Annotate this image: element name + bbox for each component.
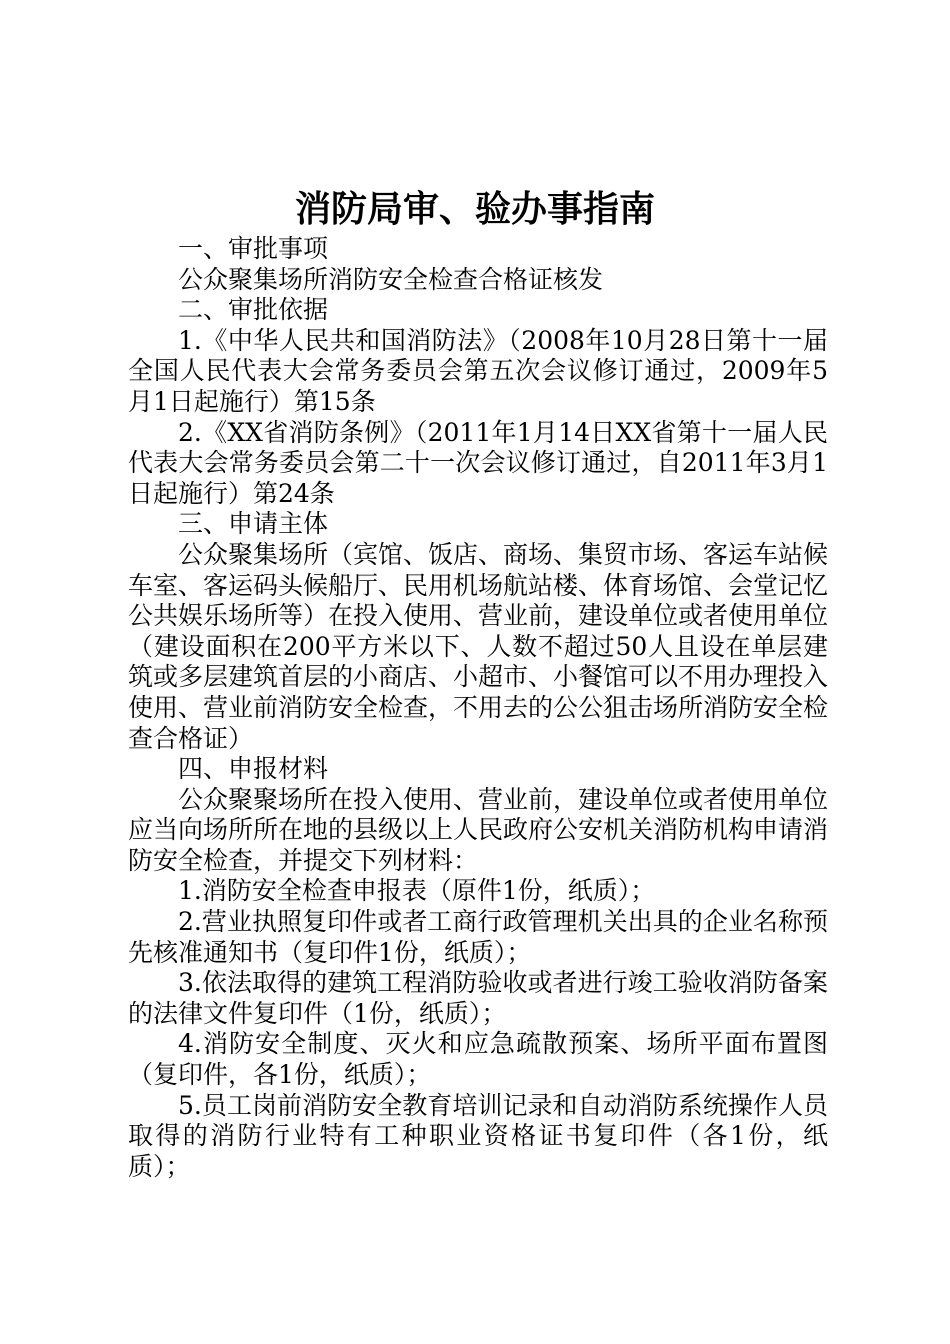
section-heading-approval-item: 一、审批事项 xyxy=(178,234,329,263)
document-title: 消防局审、验办事指南 xyxy=(294,188,655,230)
materials-intro: 公众聚聚场所在投入使用、营业前，建设单位或者使用单位应当向场所所在地的县级以上人民政府公安机关消防机构申请消防安全检查，并提交下列材料： xyxy=(128,784,829,875)
approval-basis-item-1: 1.《中华人民共和国消防法》（2008年10月28日第十一届全国人民代表大会常务委员会第五次会议修订通过，2009年5月1日起施行）第15条 xyxy=(128,325,828,416)
applicant-text: 公众聚集场所（宾馆、饭店、商场、集贸市场、客运车站候车室、客运码头候船厅、民用机场航站楼、体育场馆、会堂记忆公共娱乐场所等）在投入使用、营业前，建设单位或者使用单位（建设面积在200平方米以下、人数不超过50人且设在单层建筑或多层建筑首层的小商店、小超市、小餐馆可以不用办理投入使用、营业前消防安全检查，不用去的公公狙击场所消防安全检查合格证） xyxy=(128,539,829,753)
approval-basis-item-2: 2.《XX省消防条例》（2011年1月14日XX省第十一届人民代表大会常务委员会第二十一次会议修订通过，自2011年3月1日起施行）第24条 xyxy=(128,417,828,508)
material-item-1: 1.消防安全检查申报表（原件1份，纸质）； xyxy=(178,876,656,906)
material-item-3: 3.依法取得的建筑工程消防验收或者进行竣工验收消防备案的法律文件复印件（1份，纸质）； xyxy=(128,968,828,1028)
section-heading-applicant: 三、申请主体 xyxy=(178,509,329,539)
section-heading-approval-basis: 二、审批依据 xyxy=(178,295,329,325)
section-heading-materials: 四、申报材料 xyxy=(178,754,329,784)
material-item-4: 4.消防安全制度、灭火和应急疏散预案、场所平面布置图（复印件，各1份，纸质）； xyxy=(128,1029,828,1090)
approval-item-text: 公众聚集场所消防安全检查合格证核发 xyxy=(178,264,604,294)
document-body xyxy=(128,234,828,1182)
material-item-2: 2.营业执照复印件或者工商行政管理机关出具的企业名称预先核准通知书（复印件1份，纸质）； xyxy=(128,907,828,967)
material-item-5: 5.员工岗前消防安全教育培训记录和自动消防系统操作人员取得的消防行业特有工种职业资格证书复印件（各1份，纸质）； xyxy=(128,1090,828,1181)
